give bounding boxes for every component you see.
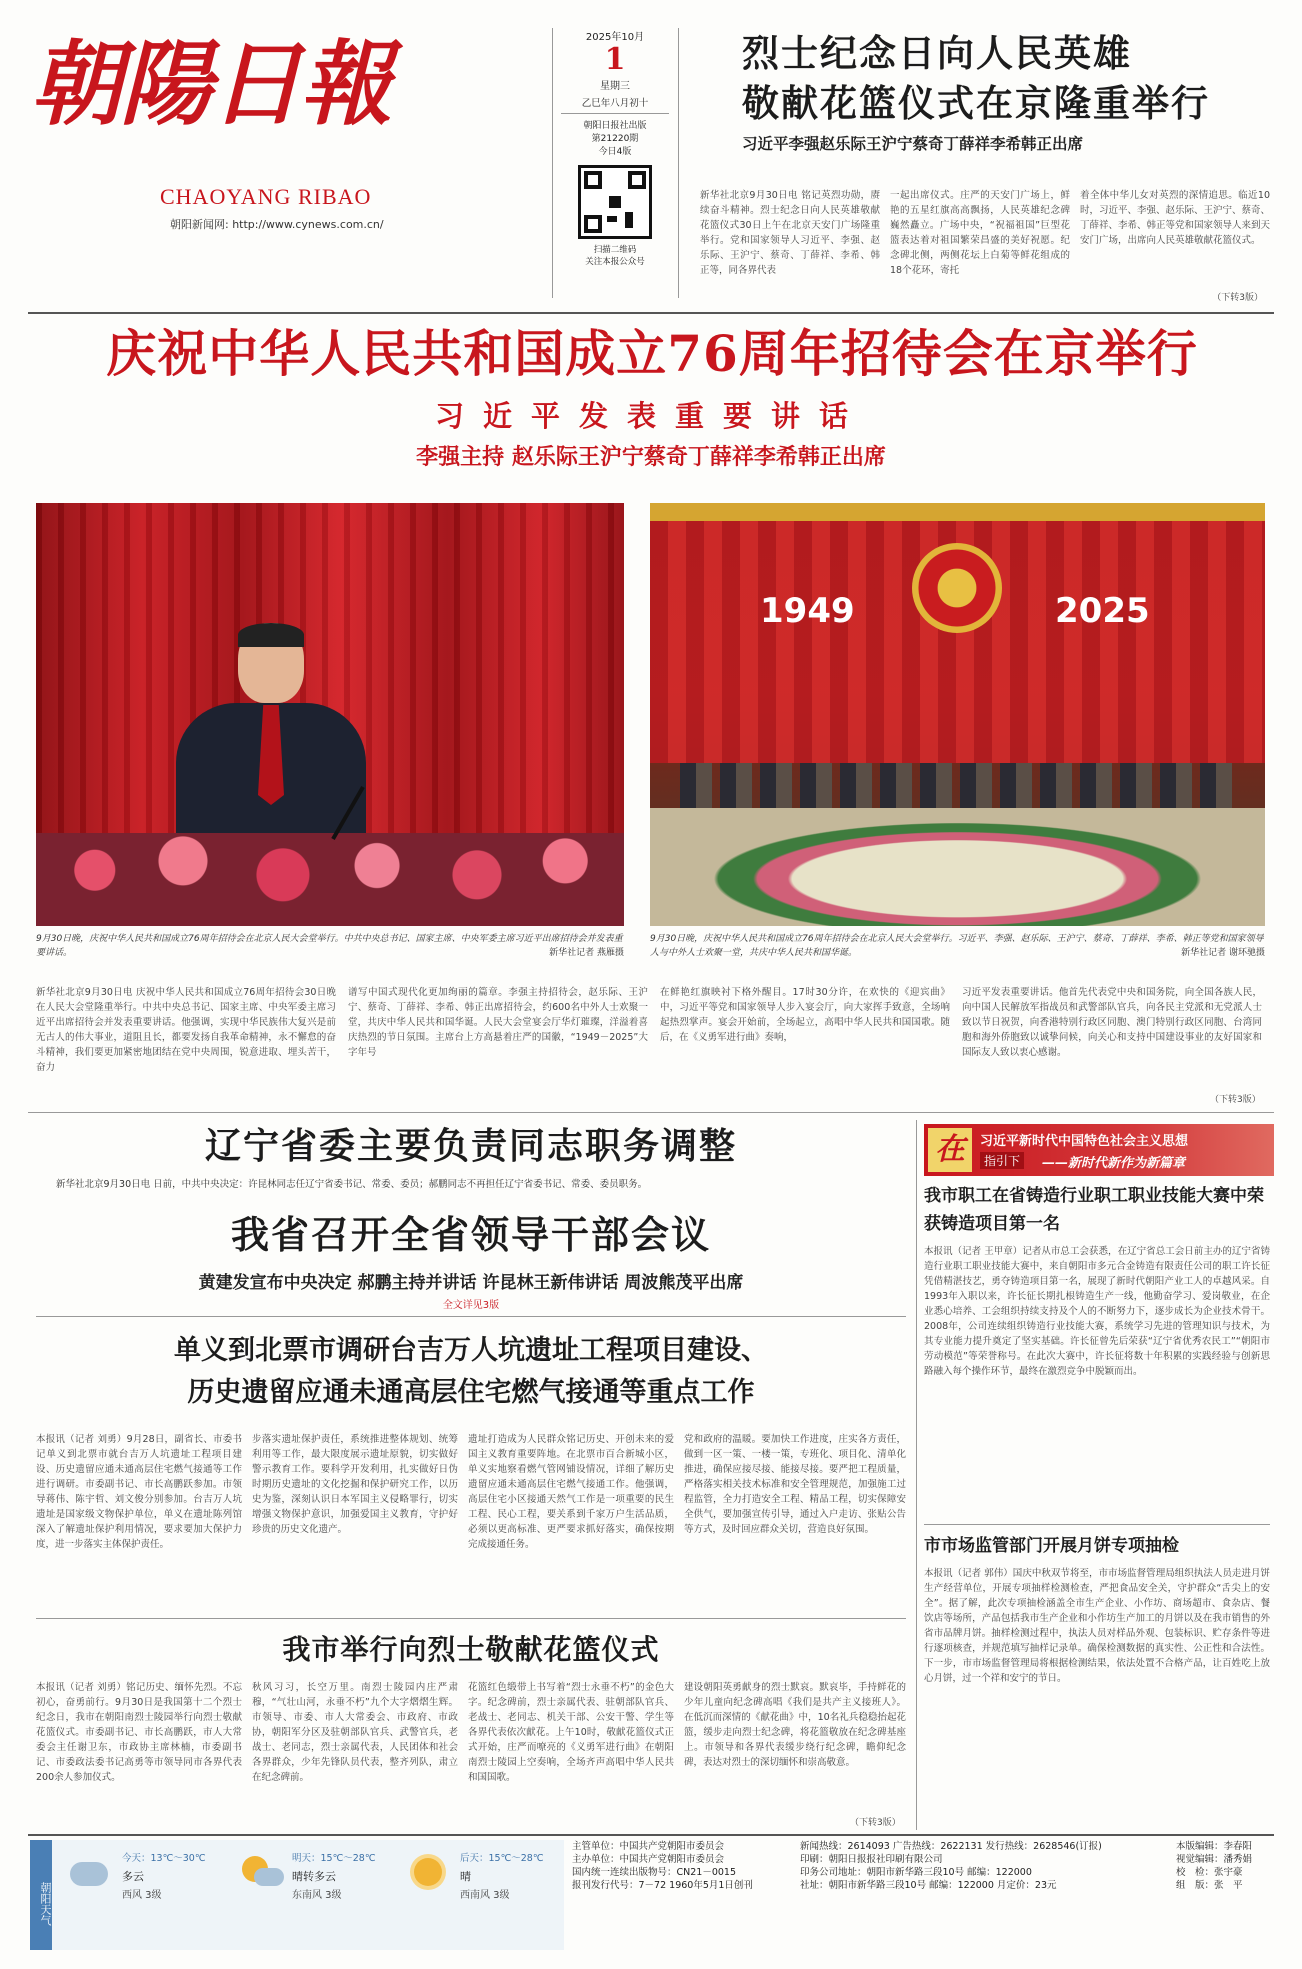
day-number: 1 — [604, 42, 626, 77]
footer-line: 校 检：张宇豪 — [1176, 1867, 1243, 1878]
qr-caption: 关注本报公众号 — [585, 257, 645, 267]
weather-condition: 晴 — [460, 1870, 471, 1883]
caption-text: 9月30日晚，庆祝中华人民共和国成立76周年招待会在北京人民大会堂举行。中共中央总书记、国家主席、中央军委主席习近平出席招待会并发表重要讲话。 — [36, 934, 623, 958]
publisher: 朝阳日报社出版 — [583, 121, 647, 131]
footer-line: 视觉编辑：潘秀娟 — [1176, 1854, 1253, 1865]
text-column: 新华社北京9月30日电 铭记英烈功勋，赓续奋斗精神。烈士纪念日向人民英雄敬献花篮仪式30日上午在北京天安门广场隆重举行。党和国家领导人习近平、李强、赵乐际、王沪宁、蔡奇、丁薛祥、李希、韩正等，同各界代表 — [700, 190, 880, 276]
qr-caption: 扫描二维码 — [593, 245, 637, 255]
top-story-title: 烈士纪念日向人民英雄 — [742, 31, 1132, 75]
footer-line: 组 版：张 平 — [1176, 1880, 1243, 1891]
weather-icon-cloudy — [70, 1862, 108, 1886]
top-story-subtitle: 习近平李强赵乐际王沪宁蔡奇丁薛祥李希韩正出席 — [742, 135, 1084, 153]
sidebar-slogan: ——新时代新作为新篇章 — [1042, 1156, 1186, 1171]
website[interactable]: 朝阳新闻网: http://www.cynews.com.cn/ — [170, 218, 384, 231]
text-column: 秋风习习，长空万里。南烈士陵园内庄严肃穆，“气壮山河，永垂不朽”九个大字熠熠生辉。市领导、市委、市人大常委会、市政府、市政协，朝阳军分区及驻朝部队官兵、武警官兵，老战士、老同志，烈士亲属代表，人民团体和社会各界群众，少年先锋队员代表，整齐列队，肃立在纪念碑前。 — [252, 1682, 458, 1783]
footer-line: 主管单位：中国共产党朝阳市委员会 — [572, 1841, 725, 1852]
masthead — [30, 24, 450, 231]
weather-day-label: 后天：15℃～28℃ — [460, 1853, 544, 1864]
masthead-char: 日 — [210, 30, 299, 138]
photo-caption — [36, 932, 624, 976]
masthead-title — [30, 24, 450, 144]
masthead-char: 朝 — [30, 30, 119, 138]
weather-icon-sun — [414, 1858, 442, 1886]
sidebar-story-text: 本报讯（记者 郭伟）国庆中秋双节将至，市市场监督管理局组织执法人员走进月饼生产经营单位，开展专项抽样检测检查，严把食品安全关，守护群众“舌尖上的安全”。据了解，此次专项抽检涵盖全市生产企业、小作坊、商场超市、食杂店、餐饮店等场所，产品包括我市生产企业和小作坊生产加工的月饼以及在我市销售的外省市品牌月饼。抽样检测过程中，执法人员对样品外观、包装标识、贮存条件等进行逐项核查，并规范填写抽样记录单。确保检测数据的真实性、公正性和合法性。下一步，市市场监督管理局将根据检测结果，依法处置不合格产品，让百姓吃上放心月饼，过一个祥和安宁的节日。 — [924, 1568, 1270, 1684]
photo-credit: 新华社记者 燕雁摄 — [549, 948, 624, 958]
text-column: 在鲜艳红旗映衬下格外醒目。17时30分许，在欢快的《迎宾曲》中，习近平等党和国家领导人步入宴会厅，向大家挥手致意，全场响起热烈掌声。宴会开始前，全场起立，高唱中华人民共和国国歌。随后，在《义勇军进行曲》奏响， — [660, 987, 950, 1043]
continue-note: （下转3版） — [1210, 1095, 1261, 1105]
text-column: 本报讯（记者 刘勇）铭记历史、缅怀先烈。不忘初心，奋勇前行。9月30日是我国第十二个烈士纪念日，我市在朝阳南烈士陵园举行向烈士敬献花篮仪式。市委副书记、市长高鹏跃，市人大常委会主任谢卫东，市政协主席林楠，市委副书记、市委政法委书记高勇等市领导同市各界代表200余人参加仪式。 — [36, 1682, 242, 1783]
weather-wind: 西风 3级 — [122, 1890, 162, 1901]
top-story — [690, 28, 1275, 304]
qr-code[interactable] — [578, 165, 652, 239]
banquet-table — [650, 808, 1265, 926]
sidebar-title: 习近平新时代中国特色社会主义思想 — [980, 1134, 1189, 1149]
weather-day-label: 今天：13℃～30℃ — [122, 1853, 206, 1864]
footer-line: 社址：朝阳市新华路三段10号 邮编：122000 月定价：23元 — [800, 1880, 1057, 1891]
weather-label: 朝阳天气 — [30, 1840, 52, 1950]
guest-row — [680, 763, 1235, 813]
meeting-headline: 我省召开全省领导干部会议 — [230, 1212, 711, 1257]
weekday: 星期三 — [600, 81, 630, 92]
weather-condition: 晴转多云 — [292, 1870, 336, 1883]
caption-text: 9月30日晚，庆祝中华人民共和国成立76周年招待会在北京人民大会堂举行。习近平、李强、赵乐际、王沪宁、蔡奇、丁薛祥、李希、韩正等党和国家领导人与中外人士欢聚一堂，共庆中华人民共和国华诞。 — [650, 934, 1264, 958]
text-column: 花篮红色缎带上书写着“烈士永垂不朽”的金色大字。纪念碑前，烈士亲属代表、驻朝部队官兵、老战士、老同志、机关干部、公安干警、学生等各界代表依次献花。上午10时，敬献花篮仪式正式开始，庄严而嘹亮的《义勇军进行曲》在朝阳南烈士陵园上空奏响，全场齐声高唱中华人民共和国国歌。 — [468, 1682, 674, 1783]
footer-info — [572, 1840, 1278, 1950]
sidebar-guide: 指引下 — [980, 1152, 1024, 1169]
weather-wind: 东南风 3级 — [292, 1890, 342, 1901]
beipiao-headline: 单义到北票市调研台吉万人坑遗址工程项目建设、 — [174, 1335, 768, 1366]
lead-subtitle: 习近平发表重要讲话 — [434, 399, 867, 433]
text-column: 本报讯（记者 刘勇）9月28日，副省长、市委书记单义到北票市就台吉万人坑遗址工程项目建设、历史遗留应通未通高层住宅燃气接通等工作进行调研。市委副书记、市长高鹏跃参加。市领导蒋伟、陈宇哲、刘文俊分别参加。台吉万人坑遗址是国家级文物保护单位，单义在遗址陈列馆深入了解遗址保护利用情况，要求要加大保护力度，进一步落实主体保护责任。 — [36, 1434, 242, 1550]
continue-note: （下转3版） — [850, 1818, 901, 1828]
footer-line: 新闻热线：2614093 广告热线：2622131 发行热线：2628546(订报) — [800, 1841, 1102, 1852]
weather-day-label: 明天：15℃～28℃ — [292, 1853, 376, 1864]
text-column: 新华社北京9月30日电 庆祝中华人民共和国成立76周年招待会30日晚在人民大会堂隆重举行。中共中央总书记、国家主席、中央军委主席习近平出席招待会并发表重要讲话。他强调，实现中华民族伟大复兴是前无古人的伟大事业，道阻且长，都要发扬自我革命精神，永不懈怠的奋斗精神，我们要更加紧密地团结在党中央周围，锐意进取、埋头苦干，奋力 — [36, 987, 336, 1073]
beipiao-headline: 历史遗留应通未通高层住宅燃气接通等重点工作 — [187, 1377, 755, 1408]
page-count: 今日4版 — [598, 147, 632, 157]
text-column: 建设朝阳英勇献身的烈士默哀。默哀毕，手持鲜花的少年儿童向纪念碑高唱《我们是共产主义接班人》。在低沉而深情的《献花曲》中，10名礼兵稳稳抬起花篮，缓步走向烈士纪念碑，将花篮敬放在纪念碑基座上。市领导和各界代表缓步绕行纪念碑，瞻仰纪念碑，表达对烈士的深切缅怀和崇高敬意。 — [684, 1682, 906, 1768]
text-column: 步落实遗址保护责任，系统推进整体规划、统筹利用等工作，最大限度展示遗址原貌，切实做好警示教育工作。要科学开发利用，扎实做好日伪时期历史遗址的文化挖掘和保护研究工作，以历史为鉴，深刻认识日本军国主义侵略罪行，切实增强文物保护意识，加强爱国主义教育，守护好珍贵的历史文化遗产。 — [252, 1434, 458, 1535]
year-banner: 1949 — [760, 591, 855, 631]
year-month: 2025年10月 — [585, 32, 645, 43]
lead-headline: 庆祝中华人民共和国成立76周年招待会在京举行 — [106, 324, 1198, 383]
sidebar-badge: 在 — [928, 1128, 972, 1172]
lead-subtitle: 李强主持 赵乐际王沪宁蔡奇丁薛祥李希韩正出席 — [416, 445, 886, 470]
meeting-subtitle: 黄建发宣布中央决定 郝鹏主持并讲话 许昆林王新伟讲话 周波熊茂平出席 — [198, 1273, 744, 1293]
photo-banquet — [650, 503, 1265, 926]
date-block — [555, 28, 675, 308]
weather-condition: 多云 — [122, 1870, 144, 1883]
year-banner: 2025 — [1055, 591, 1150, 631]
photo-caption — [650, 932, 1265, 976]
martyrs-headline: 我市举行向烈士敬献花篮仪式 — [282, 1633, 660, 1666]
gold-trim — [650, 503, 1265, 521]
liaoning-text: 新华社北京9月30日电 日前，中共中央决定：许昆林同志任辽宁省委书记、常委、委员；郝鹏同志不再担任辽宁省委书记、常委、委员职务。 — [56, 1179, 648, 1190]
text-column: 谱写中国式现代化更加绚丽的篇章。李强主持招待会，赵乐际、王沪宁、蔡奇、丁薛祥、李希、韩正出席招待会，约600名中外人士欢聚一堂，共庆中华人民共和国华诞。人民大会堂宴会厅华灯璀璨，洋溢着喜庆热烈的节日氛围。主席台上方高悬着庄严的国徽，“1949－2025”大字年号 — [348, 987, 648, 1058]
footer-line: 主办单位：中国共产党朝阳市委员会 — [572, 1854, 725, 1865]
masthead-char: 陽 — [120, 30, 209, 138]
national-emblem-icon — [912, 543, 1002, 633]
meeting-note: 全文详见3版 — [442, 1300, 500, 1311]
liaoning-headline: 辽宁省委主要负责同志职务调整 — [204, 1125, 737, 1167]
continue-note: （下转3版） — [1212, 293, 1263, 303]
text-column: 遗址打造成为人民群众铭记历史、开创未来的爱国主义教育重要阵地。在北票市百合新城小区，单义实地察看燃气管网铺设情况，详细了解历史遗留应通未通高层住宅燃气接通工作。他强调，高层住宅小区接通天然气工作是一项重要的民生工程、民心工程，要关系到千家万户生活品质，必须以更高标准、更严要求抓好落实，确保按期完成接通任务。 — [468, 1434, 674, 1550]
text-column: 习近平发表重要讲话。他首先代表党中央和国务院，向全国各族人民，向中国人民解放军指战员和武警部队官兵，向各民主党派和无党派人士致以节日祝贺，向香港特别行政区同胞、澳门特别行政区同胞、台湾同胞和海外侨胞致以诚挚问候，向关心和支持中国建设事业的友好国家和国际友人致以衷心感谢。 — [962, 987, 1262, 1058]
footer-line: 报刊发行代号：7－72 1960年5月1日创刊 — [572, 1880, 753, 1891]
footer-line: 印务公司地址：朝阳市新华路三段10号 邮编：122000 — [800, 1867, 1032, 1878]
issue-number: 第21220期 — [591, 134, 639, 144]
sidebar-story-text: 本报讯（记者 王甲章）记者从市总工会获悉，在辽宁省总工会日前主办的辽宁省铸造行业职工职业技能大赛中，来自朝阳市多元合金铸造有限责任公司的职工许长征凭借精湛技艺，勇夺铸造项目第一名，展现了新时代朝阳产业工人的卓越风采。自1993年入职以来，许长征长期扎根铸造生产一线，他勤奋学习、爱岗敬业，在企业悉心培养、工会组织持续支持及个人的不断努力下，逐步成长为企业技术骨干。2008年，公司连续组织铸造行业技能大赛，系统学习先进的管理知识与技术，为其专业能力提升奠定了坚实基础。许长征曾先后荣获“辽宁省优秀农民工”“朝阳市劳动模范”等荣誉称号。在此次大赛中，许长征将数十年积累的实践经验与创新思路融入每个操作环节，最终在激烈竞争中脱颖而出。 — [924, 1246, 1270, 1377]
masthead-char: 報 — [300, 30, 389, 138]
top-story-title: 敬献花篮仪式在京隆重举行 — [742, 81, 1210, 125]
weather-panel — [30, 1840, 564, 1950]
footer-line: 本版编辑：李春阳 — [1176, 1841, 1253, 1852]
sidebar-story-headline: 市市场监管部门开展月饼专项抽检 — [924, 1536, 1179, 1556]
text-column: 着全体中华儿女对英烈的深情追思。临近10时，习近平、李强、赵乐际、王沪宁、蔡奇、丁薛祥、李希、韩正等党和国家领导人来到天安门广场，出席向人民英雄敬献花篮仪式。 — [1080, 190, 1270, 246]
sidebar-story-headline: 我市职工在省铸造行业职工职业技能大赛中荣获铸造项目第一名 — [924, 1186, 1264, 1234]
text-column: 一起出席仪式。庄严的天安门广场上，鲜艳的五星红旗高高飘扬，人民英雄纪念碑巍然矗立。广场中央，“祝福祖国”巨型花篮表达着对祖国繁荣昌盛的美好祝愿。纪念碑北侧，两侧花坛上白菊等鲜花组成的18个花环，寄托 — [890, 190, 1070, 276]
photo-credit: 新华社记者 谢环驰摄 — [1181, 948, 1265, 958]
footer-line: 印刷：朝阳日报报社印刷有限公司 — [800, 1854, 943, 1865]
footer-line: 国内统一连续出版物号：CN21－0015 — [572, 1867, 737, 1878]
weather-wind: 西南风 3级 — [460, 1890, 510, 1901]
flower-arrangement — [36, 833, 624, 926]
sidebar-banner — [924, 1124, 1274, 1176]
masthead-pinyin: CHAOYANG RIBAO — [160, 184, 372, 209]
lunar-date: 乙巳年八月初十 — [581, 98, 649, 109]
photo-speech — [36, 503, 624, 926]
text-column: 党和政府的温暖。要加快工作进度，庄实各方责任，做到一区一策、一楼一策，专班化、项目化、清单化推进，确保应接尽接、能接尽接。要严把工程质量，严格落实相关技术标准和安全管理规范，加强施工过程监管，全力打造安全工程、精品工程，切实保障安全供气，要加强宣传引导，通过入户走访、张贴公告等方式，及时回应群众关切，营造良好氛围。 — [684, 1434, 906, 1535]
